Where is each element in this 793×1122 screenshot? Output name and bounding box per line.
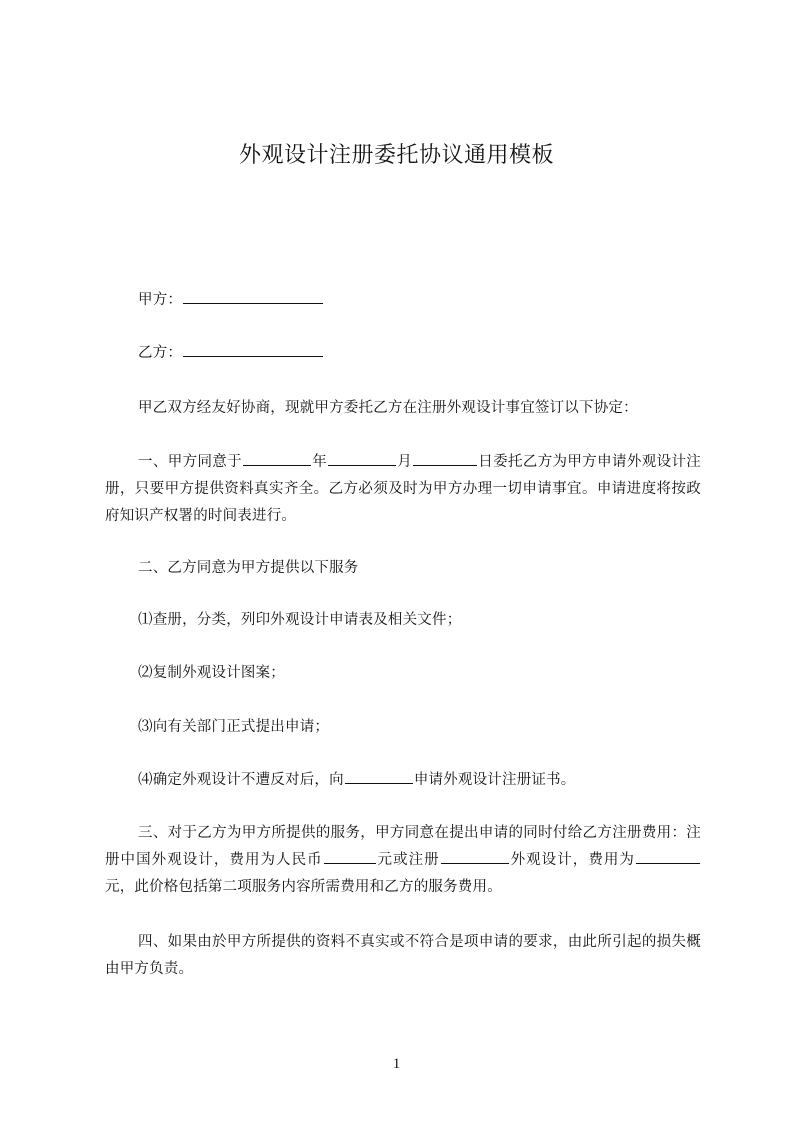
party-a-blank	[183, 287, 323, 304]
party-b-line	[105, 340, 701, 367]
clause-3-amount-blank-2	[636, 847, 700, 864]
clause-1-month-blank	[328, 449, 396, 466]
document-title: 外观设计注册委托协议通用模板	[238, 143, 554, 168]
clause-1-text-a: 一、甲方同意于	[138, 454, 243, 470]
clause-3-text-a: 三、对于乙方为甲方所提供的服务，甲方同意在提出申请的同时付给乙方注册费用：注册中国外观设计，费用为人民币	[105, 825, 701, 868]
clause-3-text-b: 元或注册	[376, 852, 440, 868]
service-item-2: ⑵复制外观设计图案；	[138, 665, 285, 681]
party-a-line	[105, 287, 701, 314]
clause-1-text-b: 日委托乙方为甲方申请外观设计注册，只要甲方提供资料真实齐全。乙方必须及时为甲方办理一切申请事宜。申请进度将按政府知识产权署的时间表进行。	[105, 454, 702, 524]
clause-1-year-blank	[243, 449, 311, 466]
clause-1-day-blank	[413, 449, 477, 466]
service-item-4-blank	[345, 767, 413, 784]
clause-2-heading: 二、乙方同意为甲方提供以下服务	[138, 560, 359, 576]
party-a-label: 甲方：	[138, 292, 183, 308]
clause-1	[105, 449, 701, 530]
clause-3-amount-blank-1	[324, 847, 376, 864]
clause-1-month: 月	[397, 454, 413, 470]
clause-1-year: 年	[312, 454, 328, 470]
clause-3-text-c: 外观设计，费用为	[509, 852, 635, 868]
party-b-label: 乙方：	[138, 345, 183, 361]
service-item-4-text-a: ⑷确定外观设计不遭反对后，向	[138, 772, 344, 788]
clause-3	[105, 820, 701, 901]
clause-3-region-blank	[441, 847, 509, 864]
service-item-1: ⑴查册，分类，列印外观设计申请表及相关文件；	[138, 612, 462, 628]
party-b-blank	[183, 340, 323, 357]
service-item-4	[105, 767, 701, 794]
intro-paragraph: 甲乙双方经友好协商，现就甲方委托乙方在注册外观设计事宜签订以下协定：	[138, 400, 638, 416]
clause-3-text-d: 元，此价格包括第二项服务内容所需费用和乙方的服务费用。	[105, 879, 502, 895]
service-item-3: ⑶向有关部门正式提出申请；	[138, 719, 330, 735]
service-item-4-text-b: 申请外观设计注册证书。	[413, 772, 576, 788]
clause-4: 四、如果由於甲方所提供的资料不真实或不符合是项申请的要求，由此所引起的损失概由甲方负责。	[105, 934, 701, 977]
page-number: 1	[392, 1056, 401, 1072]
